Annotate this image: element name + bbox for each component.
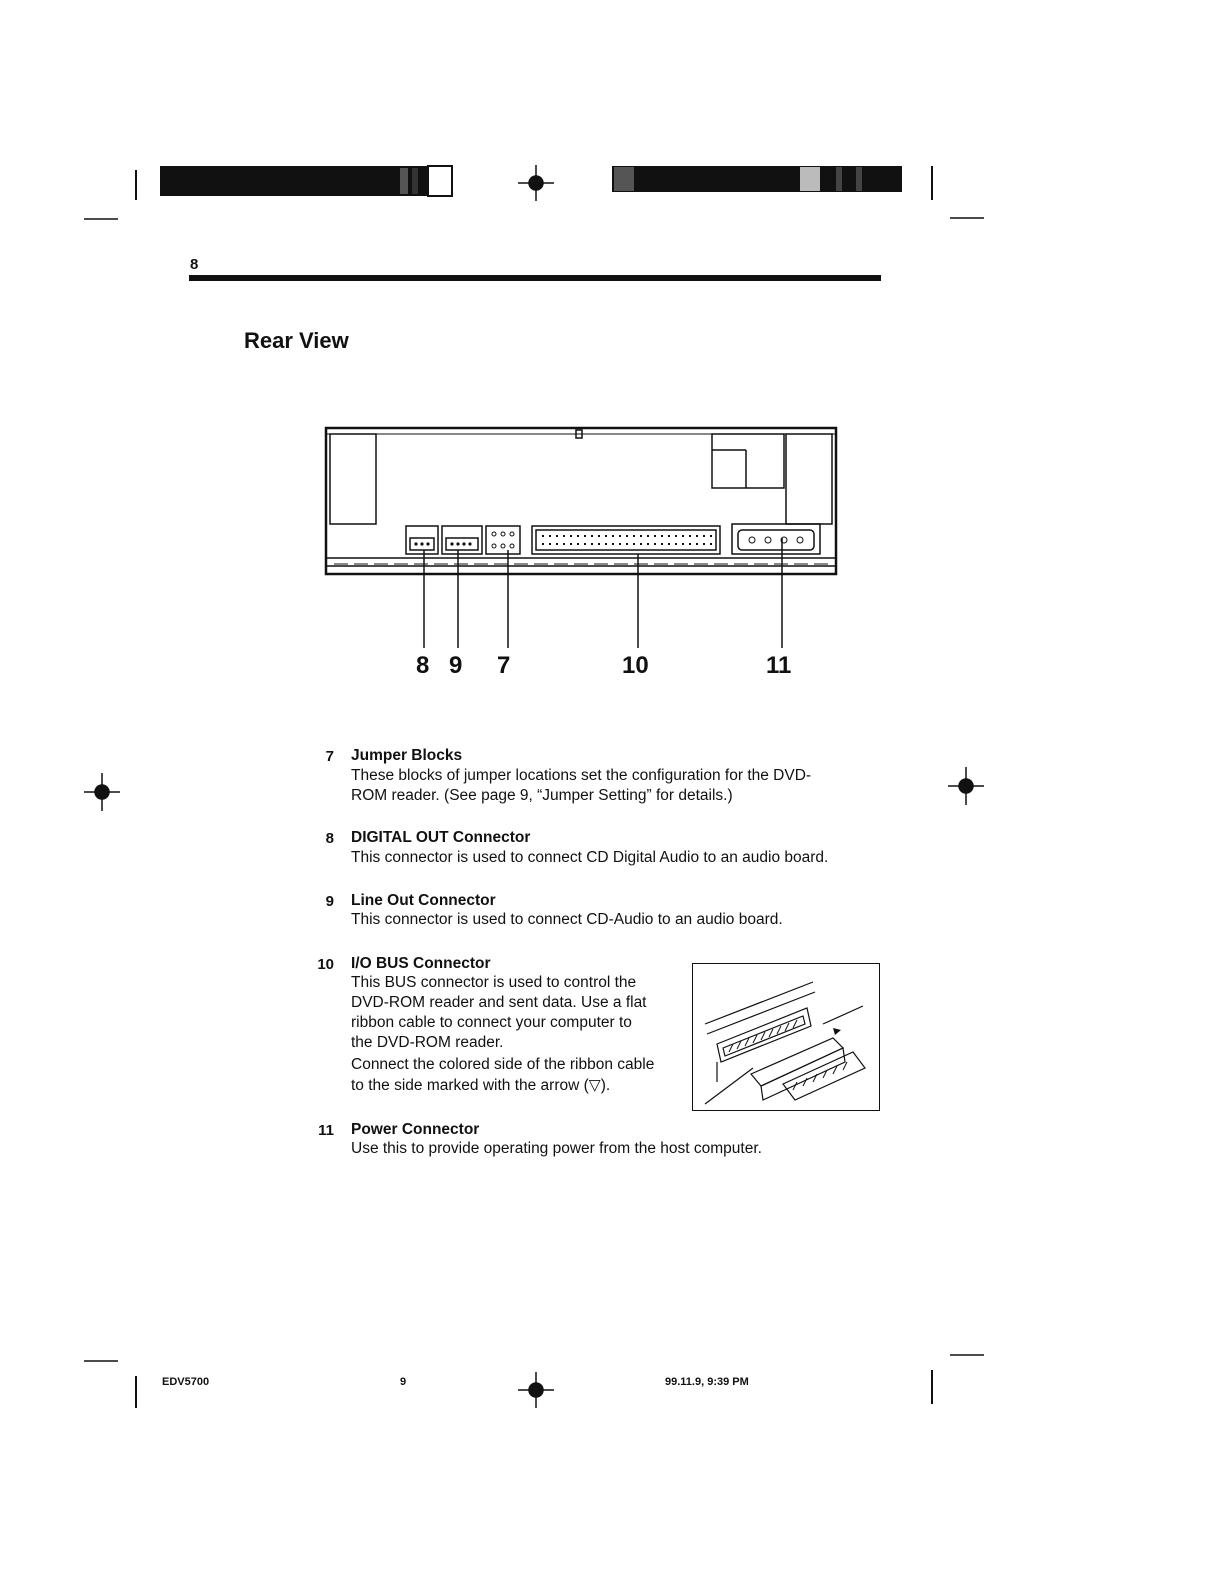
page-number: 8 <box>190 256 199 273</box>
item-7-line-1: These blocks of jumper locations set the configuration for the DVD- <box>351 767 812 784</box>
footer-doc-code: EDV5700 <box>162 1376 210 1388</box>
callout-9: 9 <box>449 652 463 679</box>
ribbon-cable-illustration <box>693 964 878 1109</box>
item-9-number: 9 <box>325 893 334 910</box>
item-8-number: 8 <box>325 830 334 847</box>
item-9-line-1: This connector is used to connect CD-Audio to an audio board. <box>351 911 783 928</box>
callout-7: 7 <box>497 652 511 679</box>
item-9-heading: Line Out Connector <box>351 892 496 909</box>
item-8-line-1: This connector is used to connect CD Digital Audio to an audio board. <box>351 849 829 866</box>
ribbon-cable-figure <box>692 963 880 1111</box>
item-10-heading: I/O BUS Connector <box>351 955 491 972</box>
item-10-line-6: to the side marked with the arrow (▽). <box>351 1077 611 1094</box>
item-7-line-2: ROM reader. (See page 9, “Jumper Setting” for details.) <box>351 787 733 804</box>
footer-timestamp: 99.11.9, 9:39 PM <box>665 1376 749 1388</box>
callout-8: 8 <box>416 652 430 679</box>
item-8-heading: DIGITAL OUT Connector <box>351 829 531 846</box>
footer-sheet-number: 9 <box>400 1376 407 1388</box>
item-10-number: 10 <box>317 956 334 973</box>
item-11-heading: Power Connector <box>351 1121 480 1138</box>
item-10-line-2: DVD-ROM reader and sent data. Use a flat <box>351 994 647 1011</box>
item-10-line-1: This BUS connector is used to control the <box>351 974 637 991</box>
section-title: Rear View <box>244 328 349 353</box>
callout-10: 10 <box>622 652 649 679</box>
item-11-line-1: Use this to provide operating power from the host computer. <box>351 1140 762 1157</box>
item-10-line-4: the DVD-ROM reader. <box>351 1034 504 1051</box>
item-11-number: 11 <box>318 1122 334 1139</box>
callout-11: 11 <box>766 652 792 679</box>
rear-view-diagram <box>320 420 846 650</box>
header-rule <box>189 275 881 281</box>
item-10-line-3: ribbon cable to connect your computer to <box>351 1014 632 1031</box>
item-10-line-5: Connect the colored side of the ribbon cable <box>351 1056 655 1073</box>
item-7-number: 7 <box>325 748 334 765</box>
item-7-heading: Jumper Blocks <box>351 747 463 764</box>
